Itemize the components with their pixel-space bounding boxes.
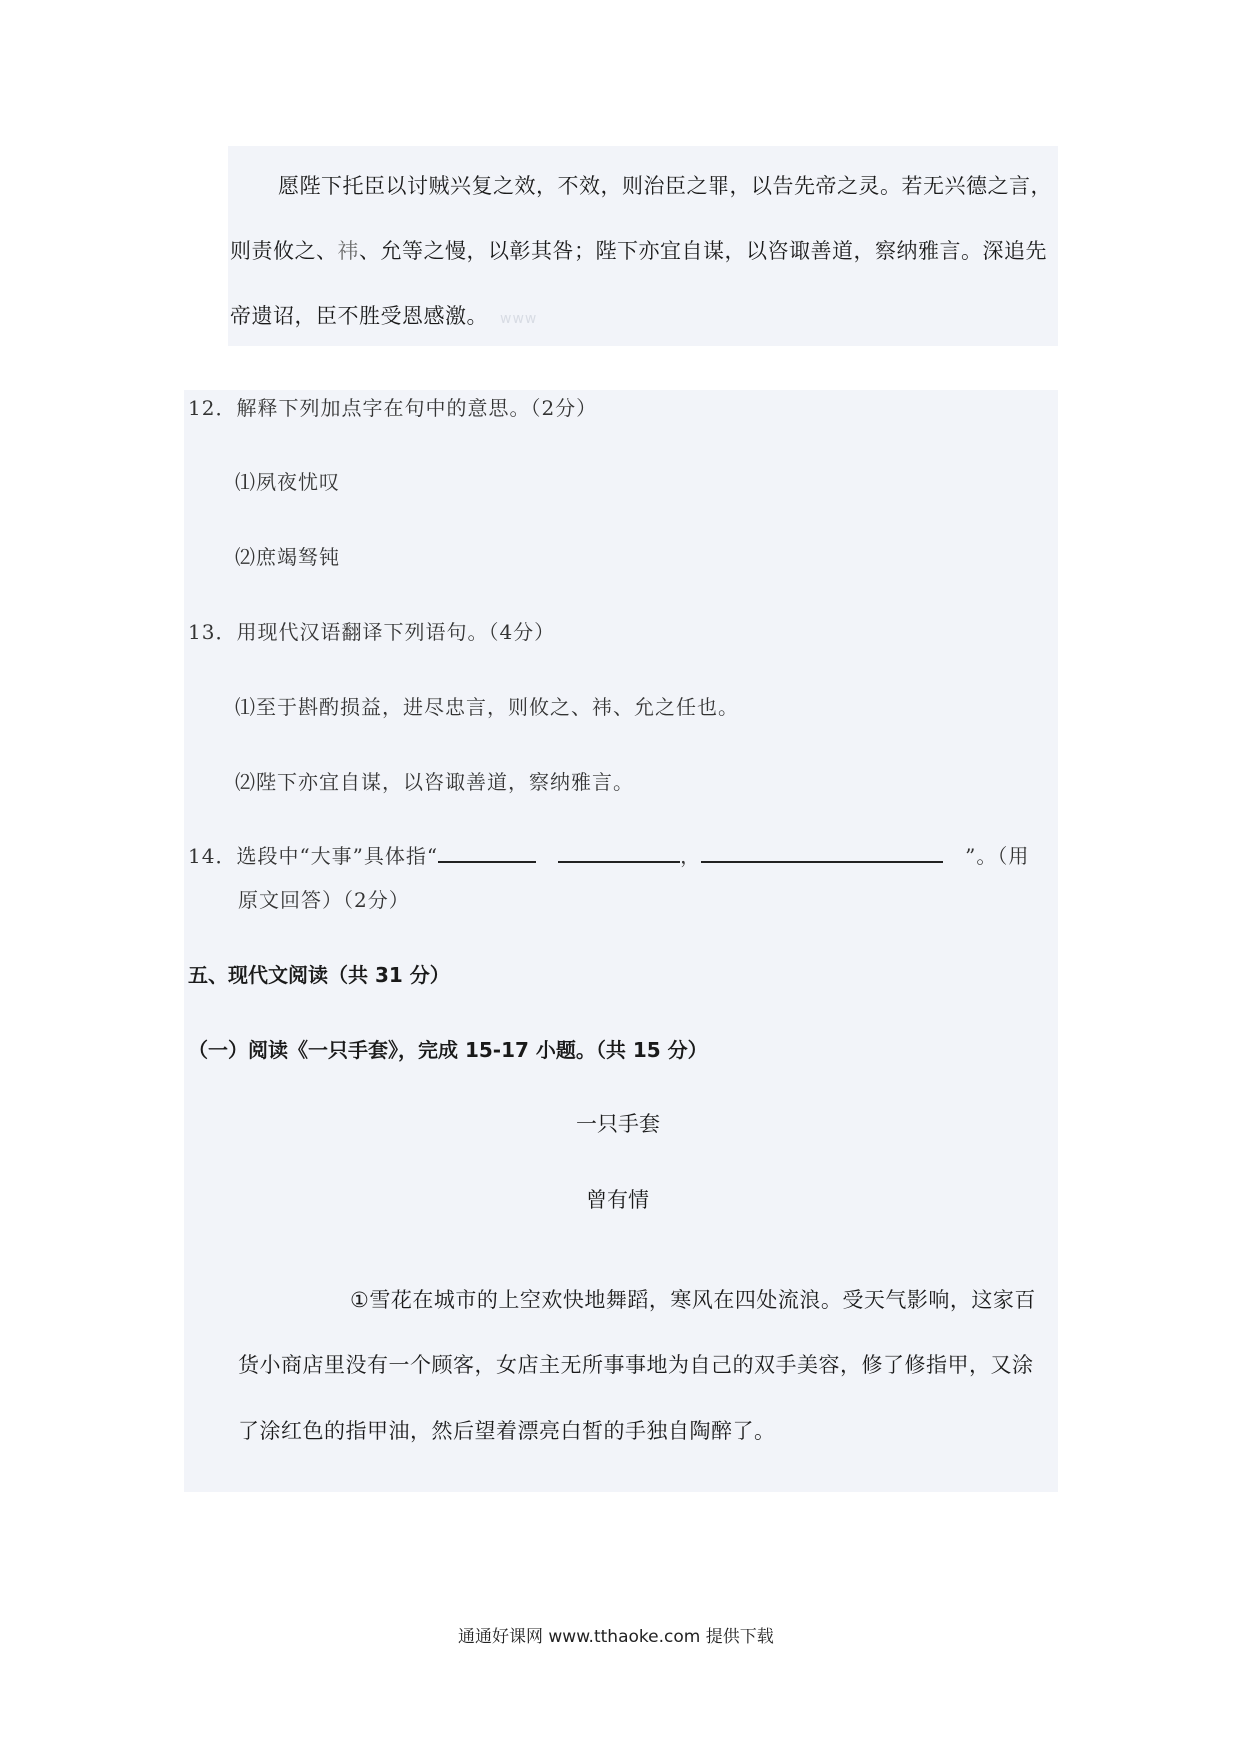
- question-14-continued: 原文回答）（2分）: [238, 888, 410, 912]
- question-12: 12．解释下列加点字在句中的意思。（2分）: [188, 396, 598, 420]
- article-title: 一只手套: [576, 1112, 660, 1136]
- article-paragraph-line-2: 货小商店里没有一个顾客，女店主无所事事地为自己的双手美容，修了修指甲，又涂: [238, 1353, 1034, 1377]
- article-author: 曾有情: [586, 1188, 649, 1212]
- section-subheading: （一）阅读《一只手套》，完成 15-17 小题。（共 15 分）: [188, 1038, 708, 1062]
- question-12-item-1: ⑴夙夜忧叹: [235, 470, 340, 494]
- question-13-item-2: ⑵陛下亦宜自谋，以咨诹善道，察纳雅言。: [235, 770, 634, 794]
- watermark: www: [500, 311, 538, 327]
- footer-credit: 通通好课网 www.tthaoke.com 提供下载: [458, 1627, 774, 1647]
- answer-blank-1[interactable]: [438, 841, 536, 863]
- question-14: 14．选段中“大事”具体指“ ， ”。（用: [188, 840, 1029, 869]
- article-paragraph-line-1: ①雪花在城市的上空欢快地舞蹈，寒风在四处流浪。受天气影响，这家百: [350, 1288, 1036, 1312]
- question-13: 13．用现代汉语翻译下列语句。（4分）: [188, 620, 556, 644]
- passage-line-3: 帝遗诏，臣不胜受恩感激。 www: [230, 304, 538, 328]
- article-paragraph-line-3: 了涂红色的指甲油，然后望着漂亮白皙的手独自陶醉了。: [238, 1419, 776, 1443]
- question-13-item-1: ⑴至于斟酌损益，进尽忠言，则攸之、祎、允之任也。: [235, 695, 739, 719]
- passage-line-1: 愿陛下托臣以讨贼兴复之效，不效，则治臣之罪，以告先帝之灵。若无兴德之言，: [278, 174, 1052, 198]
- passage-line-2: 则责攸之、祎、允等之慢，以彰其咎；陛下亦宜自谋，以咨诹善道，察纳雅言。深追先: [230, 239, 1047, 263]
- question-12-item-2: ⑵庶竭驽钝: [235, 545, 340, 569]
- answer-blank-2[interactable]: [558, 841, 680, 863]
- section-heading: 五、现代文阅读（共 31 分）: [188, 963, 450, 987]
- answer-blank-3[interactable]: [701, 841, 943, 863]
